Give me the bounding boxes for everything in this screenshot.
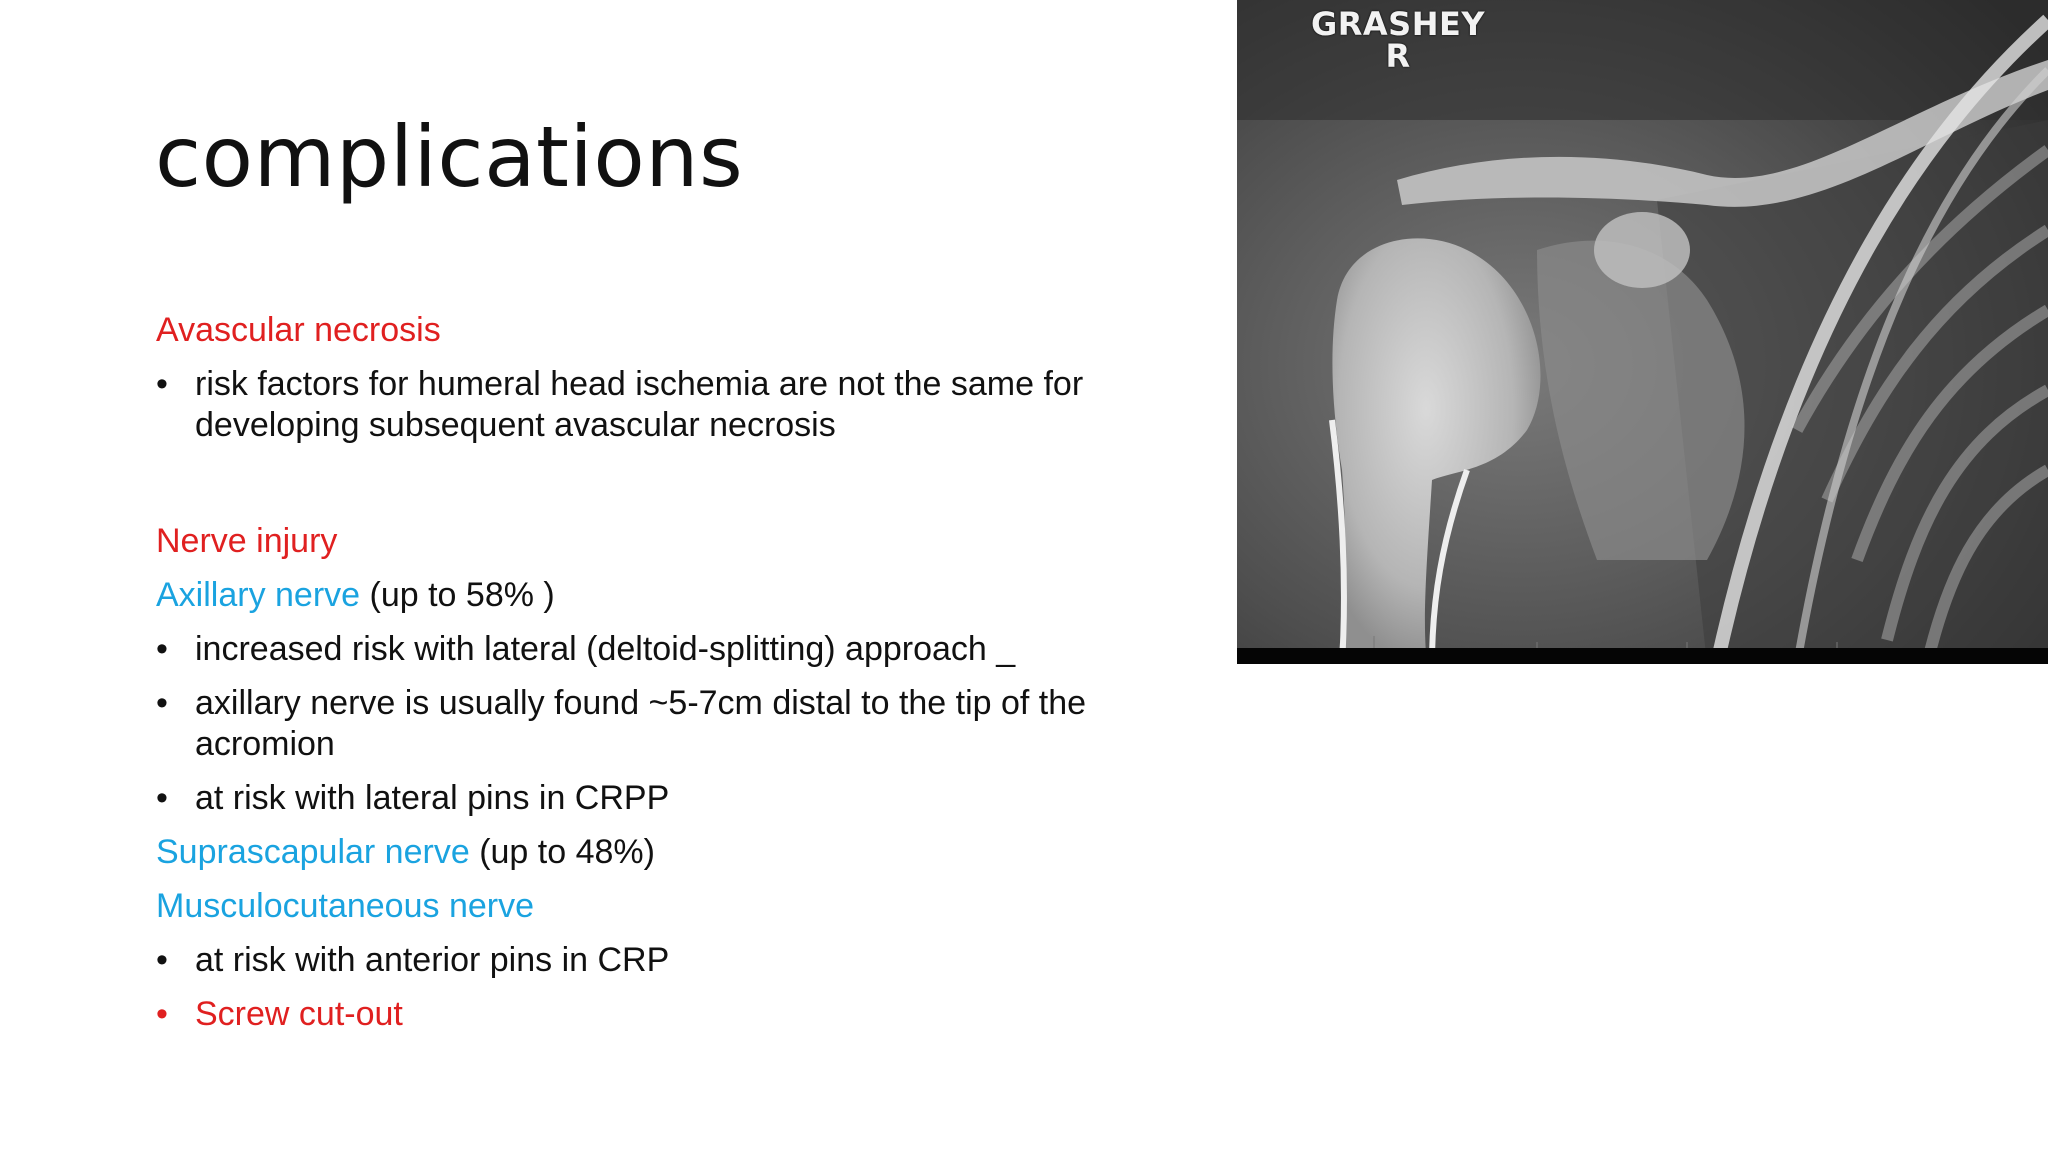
shoulder-xray-image	[1237, 0, 2048, 664]
section-heading-nerve-injury: Nerve injury	[156, 522, 338, 560]
bullet-text: Screw cut-out	[195, 995, 403, 1033]
bullet-text: increased risk with lateral (deltoid-splitting) approach _	[195, 630, 1016, 668]
coracoid	[1594, 212, 1690, 288]
list-item	[156, 629, 1116, 670]
bullet-text: at risk with lateral pins in CRPP	[195, 779, 670, 817]
avn-bullet-list	[156, 364, 1116, 446]
list-item	[156, 778, 1116, 819]
axillary-bullet-list	[156, 629, 1116, 819]
bullet-glyph: •	[156, 995, 168, 1033]
bullet-glyph: •	[156, 684, 168, 722]
musculocutaneous-nerve-line	[156, 886, 1116, 927]
bullet-text: risk factors for humeral head ischemia are not the same for developing subsequent avascular necrosis	[195, 365, 1084, 444]
slide-body	[156, 310, 1116, 1048]
section-heading-avascular-necrosis: Avascular necrosis	[156, 311, 441, 349]
xray-view-label: GRASHEY	[1311, 5, 1486, 43]
list-item	[156, 364, 1116, 446]
bullet-glyph: •	[156, 365, 168, 403]
axillary-nerve-note: (up to 58% )	[360, 576, 555, 614]
xray-side-marker: R	[1385, 37, 1411, 75]
musculocutaneous-bullet-list	[156, 940, 1116, 1035]
suprascapular-nerve-line	[156, 832, 1116, 873]
list-item	[156, 940, 1116, 981]
axillary-nerve-line	[156, 575, 1116, 616]
xray-illustration	[1237, 0, 2048, 664]
bullet-text: axillary nerve is usually found ~5-7cm distal to the tip of the acromion	[195, 684, 1087, 763]
list-item-screw-cut-out	[156, 994, 1116, 1035]
film-bottom-border	[1237, 648, 2048, 664]
section-spacer	[156, 459, 1116, 521]
bullet-text: at risk with anterior pins in CRP	[195, 941, 670, 979]
axillary-nerve-label: Axillary nerve	[156, 576, 361, 614]
xray-label	[1311, 5, 1486, 75]
bullet-glyph: •	[156, 941, 168, 979]
bullet-glyph: •	[156, 779, 168, 817]
bullet-glyph: •	[156, 630, 168, 668]
musculocutaneous-nerve-label: Musculocutaneous nerve	[156, 887, 535, 925]
list-item	[156, 683, 1116, 765]
slide-title: complications	[155, 108, 744, 206]
suprascapular-nerve-note: (up to 48%)	[469, 833, 655, 871]
suprascapular-nerve-label: Suprascapular nerve	[156, 833, 470, 871]
